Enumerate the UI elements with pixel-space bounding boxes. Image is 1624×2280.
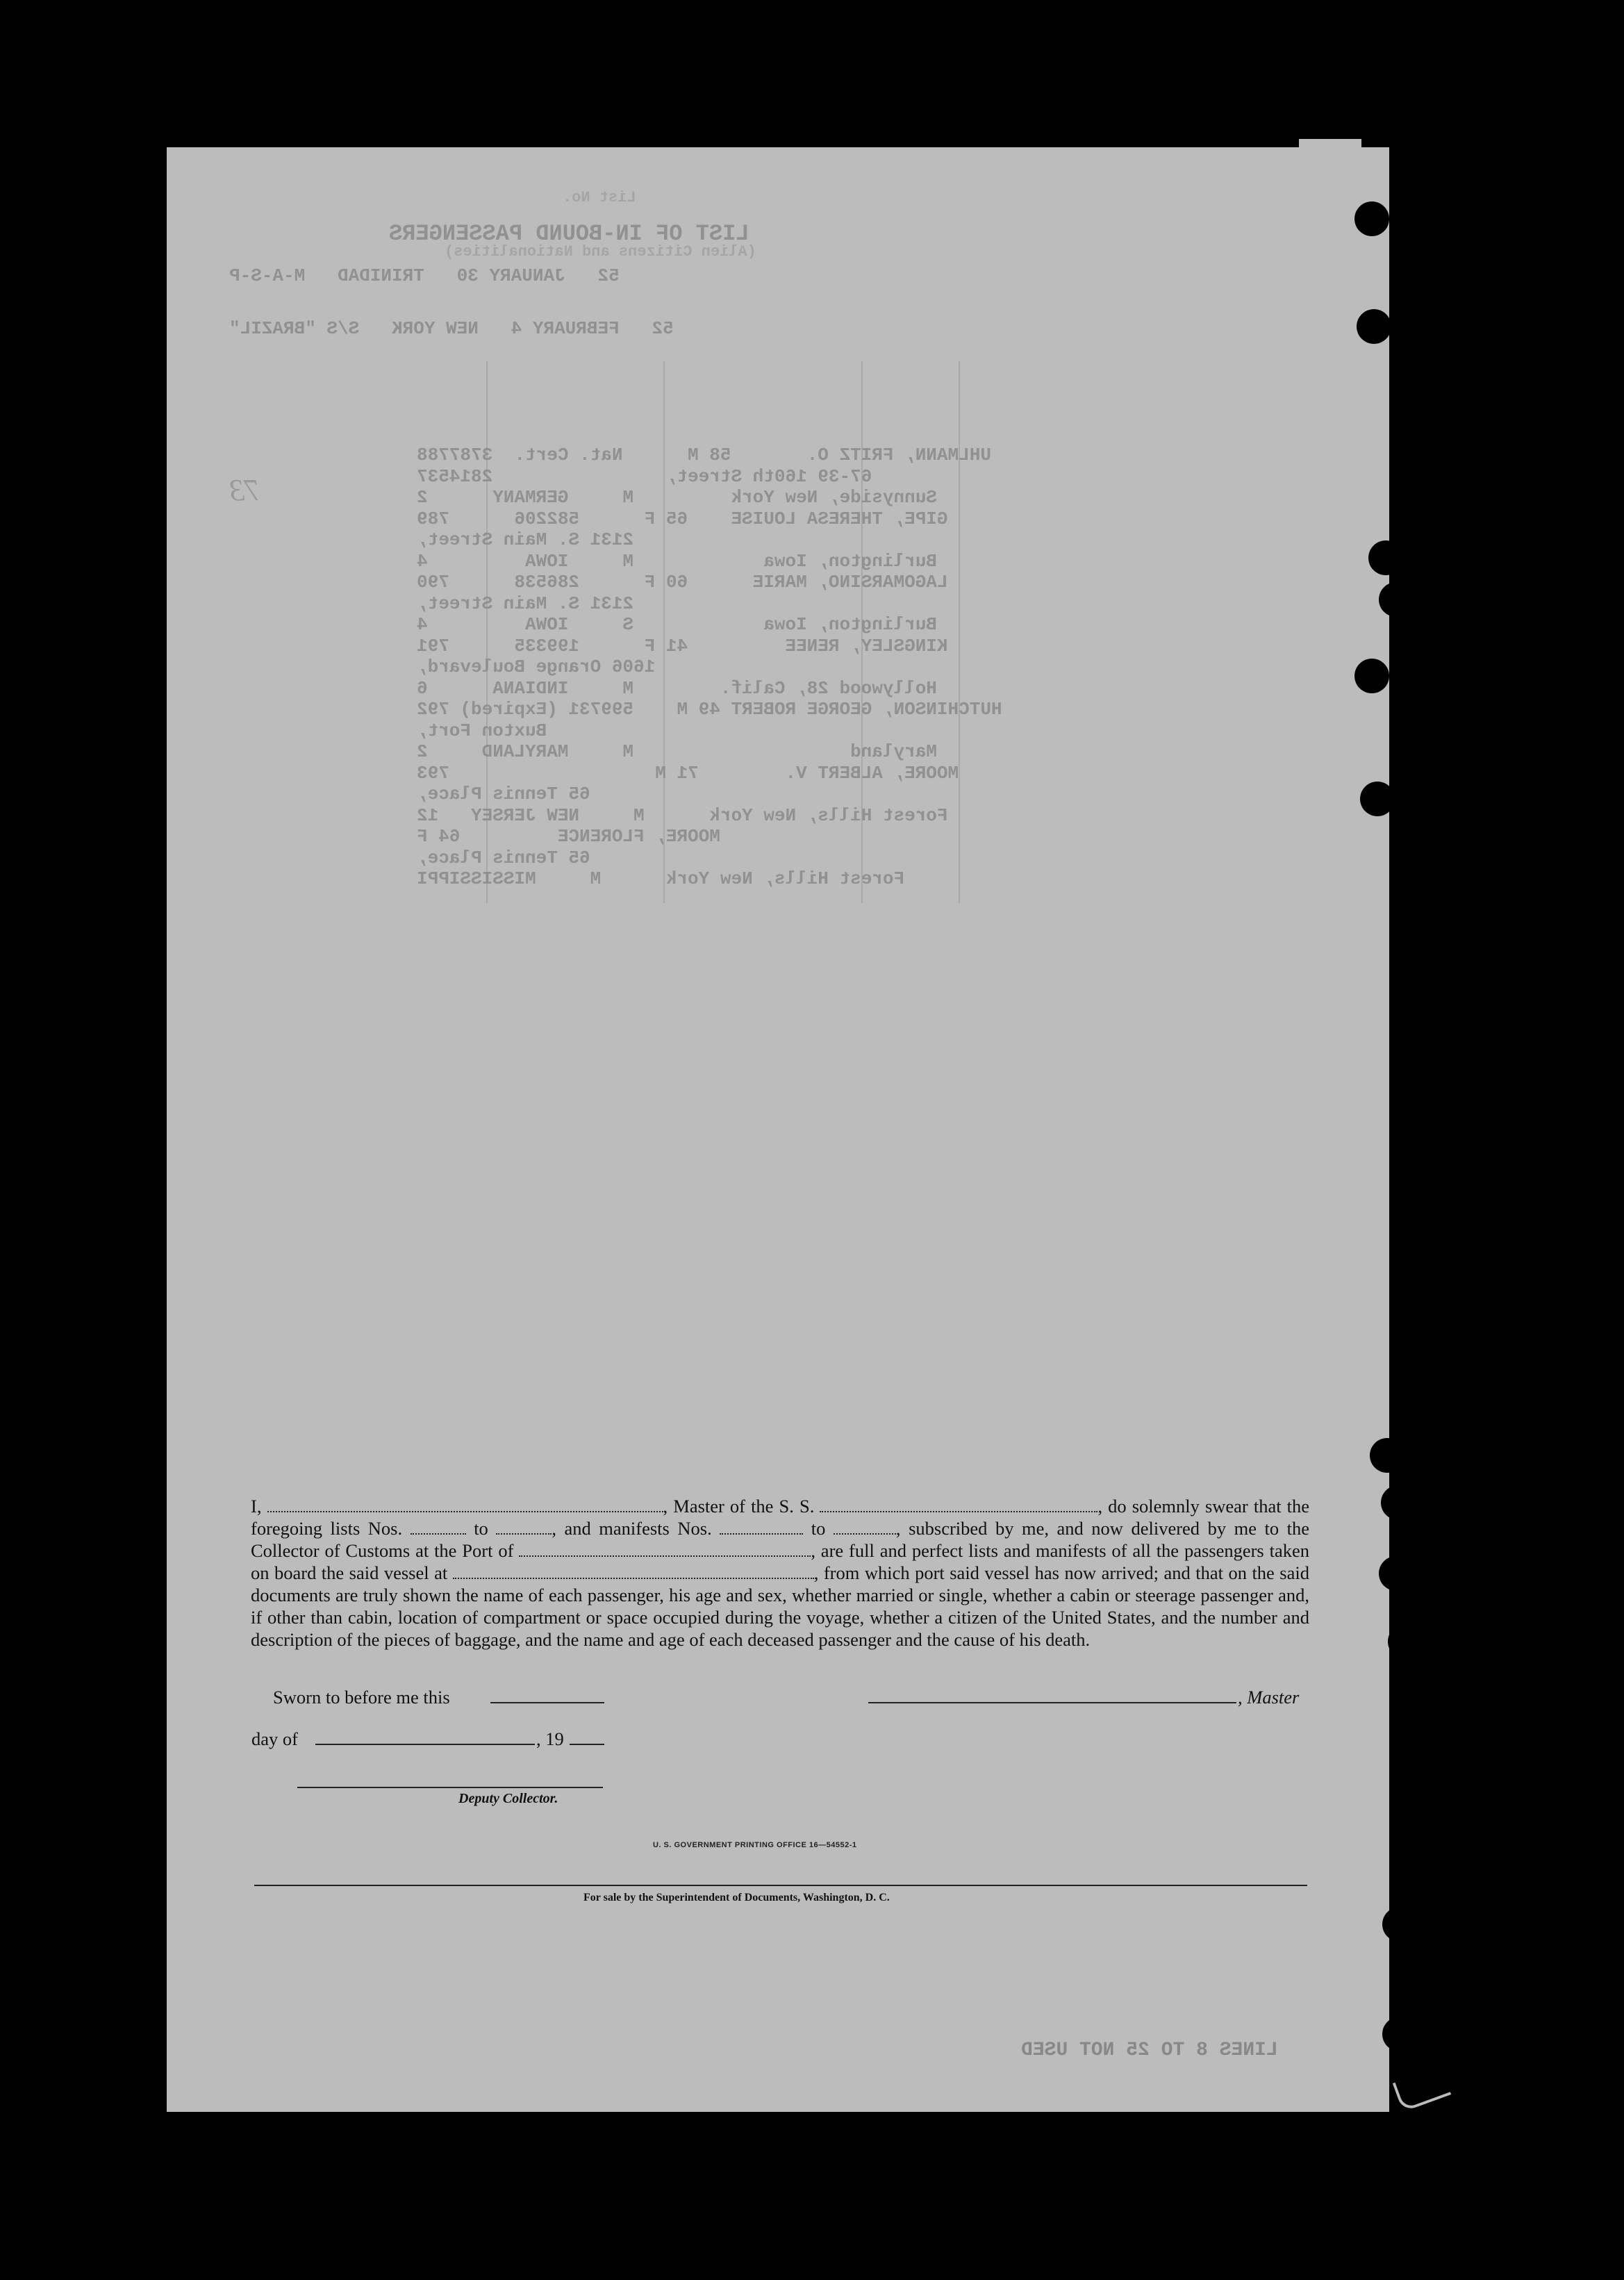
bleed-passenger-line: Burlington, Iowa S IOWA 4 bbox=[417, 614, 937, 635]
master-signature-line bbox=[868, 1702, 1236, 1703]
bleed-passenger-line: KINGSLEY, RENEE 41 F 199335 791 bbox=[417, 635, 948, 656]
pencil-hook-mark bbox=[1393, 2066, 1452, 2113]
deputy-label: Deputy Collector. bbox=[458, 1791, 558, 1806]
oath-paragraph bbox=[251, 1495, 1309, 1651]
bleed-passenger-line: Burlington, Iowa M IOWA 4 bbox=[417, 550, 937, 572]
blank-master-name bbox=[267, 1504, 663, 1512]
bleed-passenger-line: UHLMANN, FRITZ O. 58 M Nat. Cert. 3787788 bbox=[417, 445, 991, 465]
oath-text: , from which port said vessel has now arrived; and that on the said documents are truly shown the name of each passenger, his age and sex, whether married or single, whether a cabin or steerage passenger and, if other than cabin, location of compartment or space occupied during the voyage, whether a citizen of the United States, and the number and description of the pieces of baggage, and the name and age of each deceased passenger and the cause of his death. bbox=[251, 1562, 1309, 1650]
bleed-passenger-line: Forest Hills, New York M MISSISSIPPI bbox=[417, 868, 905, 889]
year-label: , 19 bbox=[536, 1728, 564, 1749]
bleed-passenger-line: Buxton Fort, bbox=[417, 720, 547, 741]
bleed-passenger-line: Sunnyside, New York M GERMANY 2 bbox=[417, 487, 937, 508]
oath-text: , are full and perfect lists and manifests of all the passengers taken on board the said vessel at bbox=[251, 1540, 1309, 1583]
for-sale-note: For sale by the Superintendent of Documents, Washington, D. C. bbox=[583, 1892, 890, 1903]
footer-rule bbox=[254, 1885, 1307, 1886]
bleed-line1: 52 JANUARY 30 TRINIDAD M-A-S-P bbox=[229, 265, 620, 286]
torn-edge bbox=[1299, 139, 1361, 153]
bleed-passenger-line: 1606 Orange Boulevard, bbox=[417, 656, 656, 677]
punch-hole bbox=[1368, 540, 1403, 575]
blank-list-from bbox=[411, 1526, 466, 1535]
oath-text: , Master of the S. S. bbox=[663, 1496, 815, 1517]
punch-hole bbox=[1354, 201, 1389, 236]
sworn-date-line bbox=[490, 1702, 604, 1703]
bleed-passenger-line: MOORE, FLORENCE 64 F bbox=[417, 826, 720, 847]
oath-text: , do solemnly swear that the foregoing lists Nos. bbox=[251, 1496, 1310, 1539]
oath-text: to bbox=[474, 1518, 488, 1539]
bleed-passenger-line: LAGOMARSINO, MARIE 60 F 286538 790 bbox=[417, 572, 948, 593]
bleed-title: LIST OF IN-BOUND PASSENGERS bbox=[389, 221, 749, 247]
gpo-imprint: U. S. GOVERNMENT PRINTING OFFICE 16—54552-1 bbox=[653, 1841, 857, 1849]
blank-ship-name bbox=[820, 1504, 1097, 1512]
bleed-passenger-line: Maryland M MARYLAND 2 bbox=[417, 741, 937, 762]
punch-hole bbox=[1354, 659, 1389, 693]
day-of-label: day of bbox=[251, 1728, 298, 1749]
punch-hole bbox=[1370, 1438, 1405, 1473]
bleed-passenger-line: 67-39 160th Street, 2814537 bbox=[417, 465, 872, 487]
deputy-signature-line bbox=[297, 1787, 603, 1788]
punch-hole bbox=[1382, 2017, 1417, 2051]
bleed-passenger-line: Hollywood 28, Calif. M INDIANA 6 bbox=[417, 677, 937, 699]
punch-hole bbox=[1360, 782, 1395, 816]
oath-text: , subscribed by me, and now delivered by me to the Collector of Customs at the Port of bbox=[251, 1518, 1310, 1561]
bleed-line2: 52 FEBRUARY 4 NEW YORK S/S "BRAZIL" bbox=[229, 318, 674, 339]
bleed-passenger-line: GIPE, THERESA LOUISE 65 F 582206 789 bbox=[417, 508, 948, 529]
punch-hole bbox=[1388, 1624, 1423, 1659]
blank-departure-port bbox=[453, 1571, 814, 1579]
bleed-passenger-line: 65 Tennis Place, bbox=[417, 784, 590, 804]
year-line bbox=[570, 1744, 604, 1745]
column-rule bbox=[959, 361, 960, 903]
blank-list-to bbox=[496, 1526, 552, 1535]
blank-manifest-from bbox=[720, 1526, 803, 1535]
day-of-line bbox=[315, 1744, 535, 1745]
punch-hole bbox=[1382, 1907, 1417, 1942]
bleed-passenger-line: 65 Tennis Place, bbox=[417, 847, 590, 868]
lines-not-used-stamp: LINES 8 TO 25 NOT USED bbox=[1021, 2040, 1278, 2061]
pencil-mark: 73 bbox=[229, 473, 260, 507]
bleed-list-no: List No. bbox=[563, 189, 636, 206]
oath-text: I, bbox=[251, 1496, 262, 1517]
punch-hole bbox=[1357, 309, 1391, 344]
sworn-label: Sworn to before me this bbox=[273, 1687, 450, 1708]
master-label: , Master bbox=[1238, 1687, 1300, 1708]
blank-manifest-to bbox=[834, 1526, 896, 1535]
oath-text: , and manifests Nos. bbox=[552, 1518, 712, 1539]
bleed-passenger-line: Forest Hills, New York M NEW JERSEY 12 bbox=[417, 804, 948, 826]
punch-hole bbox=[1379, 582, 1414, 617]
blank-port bbox=[519, 1548, 811, 1557]
bleed-subtitle: (Alien Citizens and Nationalities) bbox=[445, 243, 756, 261]
bleed-passenger-line: 2131 S. Main Street, bbox=[417, 593, 634, 614]
bleed-passenger-line: 2131 S. Main Street, bbox=[417, 529, 634, 550]
punch-hole bbox=[1379, 1556, 1414, 1591]
bleed-passenger-line: MOORE, ALBERT V. 71 M 793 bbox=[417, 762, 959, 784]
bleed-passenger-line: HUTCHINSON, GEORGE ROBERT 49 M 599731 (Expired) 792 bbox=[417, 699, 1002, 720]
oath-text: to bbox=[811, 1518, 826, 1539]
document-page bbox=[167, 147, 1389, 2112]
punch-hole bbox=[1381, 1485, 1416, 1520]
